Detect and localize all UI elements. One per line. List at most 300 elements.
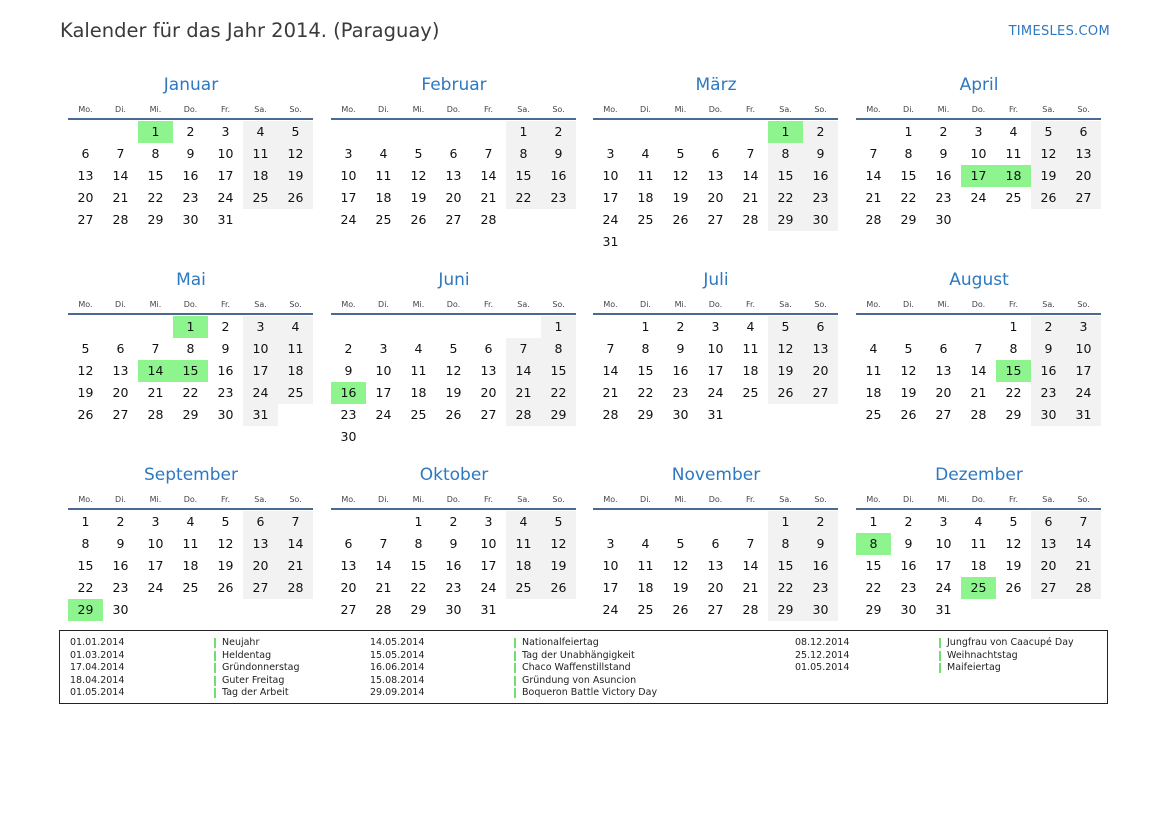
day-cell[interactable]: 22	[506, 187, 541, 209]
day-cell[interactable]: 7	[151, 341, 160, 356]
day-cell[interactable]: 30	[803, 599, 838, 621]
day-cell[interactable]: 18	[637, 580, 654, 595]
day-cell[interactable]: 26	[77, 407, 94, 422]
day-cell[interactable]: 21	[602, 385, 619, 400]
day-cell[interactable]: 11	[637, 558, 654, 573]
day-cell[interactable]: 19	[672, 190, 689, 205]
day-cell[interactable]: 22	[182, 385, 199, 400]
day-cell[interactable]: 28	[1066, 577, 1101, 599]
day-cell[interactable]: 7	[484, 146, 493, 161]
day-cell[interactable]: 19	[1005, 558, 1022, 573]
day-cell[interactable]: 17	[1066, 360, 1101, 382]
holiday-day-cell[interactable]: 16	[331, 382, 366, 404]
holiday-day-cell[interactable]: 29	[68, 599, 103, 621]
day-cell[interactable]: 7	[379, 536, 388, 551]
day-cell[interactable]: 2	[116, 514, 125, 529]
day-cell[interactable]: 17	[147, 558, 164, 573]
day-cell[interactable]: 22	[768, 187, 803, 209]
day-cell[interactable]: 16	[803, 555, 838, 577]
day-cell[interactable]: 30	[112, 602, 129, 617]
day-cell[interactable]: 11	[375, 168, 392, 183]
day-cell[interactable]: 26	[217, 580, 234, 595]
day-cell[interactable]: 11	[865, 363, 882, 378]
day-cell[interactable]: 1	[506, 121, 541, 143]
day-cell[interactable]: 29	[182, 407, 199, 422]
day-cell[interactable]: 2	[939, 124, 948, 139]
day-cell[interactable]: 5	[278, 121, 313, 143]
day-cell[interactable]: 22	[768, 577, 803, 599]
day-cell[interactable]: 4	[974, 514, 983, 529]
day-cell[interactable]: 7	[869, 146, 878, 161]
day-cell[interactable]: 31	[602, 234, 619, 249]
day-cell[interactable]: 23	[541, 187, 576, 209]
day-cell[interactable]: 18	[637, 190, 654, 205]
day-cell[interactable]: 24	[147, 580, 164, 595]
day-cell[interactable]: 9	[904, 536, 913, 551]
day-cell[interactable]: 20	[1031, 555, 1066, 577]
day-cell[interactable]: 28	[278, 577, 313, 599]
day-cell[interactable]: 4	[1009, 124, 1018, 139]
day-cell[interactable]: 4	[641, 536, 650, 551]
day-cell[interactable]: 25	[637, 602, 654, 617]
day-cell[interactable]: 22	[410, 580, 427, 595]
day-cell[interactable]: 17	[340, 190, 357, 205]
day-cell[interactable]: 20	[1066, 165, 1101, 187]
day-cell[interactable]: 10	[935, 536, 952, 551]
day-cell[interactable]: 6	[803, 316, 838, 338]
day-cell[interactable]: 7	[746, 146, 755, 161]
day-cell[interactable]: 30	[340, 429, 357, 444]
day-cell[interactable]: 5	[1031, 121, 1066, 143]
day-cell[interactable]: 22	[900, 190, 917, 205]
day-cell[interactable]: 23	[900, 580, 917, 595]
day-cell[interactable]: 27	[480, 407, 497, 422]
day-cell[interactable]: 24	[1066, 382, 1101, 404]
day-cell[interactable]: 2	[803, 121, 838, 143]
day-cell[interactable]: 3	[221, 124, 230, 139]
day-cell[interactable]: 8	[768, 533, 803, 555]
day-cell[interactable]: 2	[676, 319, 685, 334]
day-cell[interactable]: 16	[1031, 360, 1066, 382]
day-cell[interactable]: 12	[217, 536, 234, 551]
day-cell[interactable]: 27	[707, 602, 724, 617]
day-cell[interactable]: 16	[672, 363, 689, 378]
day-cell[interactable]: 1	[904, 124, 913, 139]
day-cell[interactable]: 27	[707, 212, 724, 227]
day-cell[interactable]: 23	[182, 190, 199, 205]
day-cell[interactable]: 3	[711, 319, 720, 334]
holiday-day-cell[interactable]: 17	[961, 165, 996, 187]
day-cell[interactable]: 18	[865, 385, 882, 400]
day-cell[interactable]: 12	[445, 363, 462, 378]
day-cell[interactable]: 19	[410, 190, 427, 205]
day-cell[interactable]: 26	[1031, 187, 1066, 209]
day-cell[interactable]: 2	[449, 514, 458, 529]
day-cell[interactable]: 28	[480, 212, 497, 227]
day-cell[interactable]: 24	[602, 212, 619, 227]
day-cell[interactable]: 28	[742, 212, 759, 227]
day-cell[interactable]: 19	[768, 360, 803, 382]
day-cell[interactable]: 16	[803, 165, 838, 187]
day-cell[interactable]: 20	[243, 555, 278, 577]
day-cell[interactable]: 26	[672, 212, 689, 227]
day-cell[interactable]: 15	[900, 168, 917, 183]
day-cell[interactable]: 8	[768, 143, 803, 165]
day-cell[interactable]: 20	[803, 360, 838, 382]
day-cell[interactable]: 18	[182, 558, 199, 573]
day-cell[interactable]: 10	[340, 168, 357, 183]
day-cell[interactable]: 17	[602, 190, 619, 205]
day-cell[interactable]: 26	[768, 382, 803, 404]
day-cell[interactable]: 28	[865, 212, 882, 227]
brand-link[interactable]: TIMESLES.COM	[1008, 24, 1110, 39]
day-cell[interactable]: 29	[865, 602, 882, 617]
day-cell[interactable]: 27	[445, 212, 462, 227]
day-cell[interactable]: 28	[970, 407, 987, 422]
day-cell[interactable]: 30	[217, 407, 234, 422]
day-cell[interactable]: 6	[449, 146, 458, 161]
day-cell[interactable]: 3	[606, 536, 615, 551]
day-cell[interactable]: 15	[541, 360, 576, 382]
day-cell[interactable]: 20	[707, 580, 724, 595]
day-cell[interactable]: 20	[445, 190, 462, 205]
day-cell[interactable]: 31	[217, 212, 234, 227]
day-cell[interactable]: 3	[1066, 316, 1101, 338]
day-cell[interactable]: 4	[869, 341, 878, 356]
day-cell[interactable]: 3	[151, 514, 160, 529]
day-cell[interactable]: 11	[970, 536, 987, 551]
day-cell[interactable]: 8	[506, 143, 541, 165]
day-cell[interactable]: 3	[939, 514, 948, 529]
day-cell[interactable]: 27	[1066, 187, 1101, 209]
holiday-day-cell[interactable]: 25	[961, 577, 996, 599]
day-cell[interactable]: 24	[375, 407, 392, 422]
day-cell[interactable]: 11	[1005, 146, 1022, 161]
day-cell[interactable]: 10	[707, 341, 724, 356]
day-cell[interactable]: 10	[602, 168, 619, 183]
day-cell[interactable]: 29	[768, 599, 803, 621]
day-cell[interactable]: 25	[637, 212, 654, 227]
day-cell[interactable]: 6	[711, 146, 720, 161]
day-cell[interactable]: 29	[1005, 407, 1022, 422]
day-cell[interactable]: 15	[637, 363, 654, 378]
day-cell[interactable]: 22	[147, 190, 164, 205]
day-cell[interactable]: 31	[935, 602, 952, 617]
day-cell[interactable]: 11	[742, 341, 759, 356]
day-cell[interactable]: 24	[340, 212, 357, 227]
day-cell[interactable]: 7	[116, 146, 125, 161]
day-cell[interactable]: 17	[707, 363, 724, 378]
day-cell[interactable]: 10	[375, 363, 392, 378]
day-cell[interactable]: 13	[340, 558, 357, 573]
holiday-day-cell[interactable]: 14	[138, 360, 173, 382]
day-cell[interactable]: 1	[768, 511, 803, 533]
day-cell[interactable]: 10	[1066, 338, 1101, 360]
day-cell[interactable]: 10	[217, 146, 234, 161]
day-cell[interactable]: 3	[484, 514, 493, 529]
day-cell[interactable]: 28	[602, 407, 619, 422]
day-cell[interactable]: 4	[186, 514, 195, 529]
day-cell[interactable]: 26	[445, 407, 462, 422]
day-cell[interactable]: 23	[935, 190, 952, 205]
day-cell[interactable]: 9	[186, 146, 195, 161]
day-cell[interactable]: 9	[221, 341, 230, 356]
day-cell[interactable]: 21	[1066, 555, 1101, 577]
day-cell[interactable]: 20	[707, 190, 724, 205]
day-cell[interactable]: 3	[974, 124, 983, 139]
day-cell[interactable]: 6	[1031, 511, 1066, 533]
day-cell[interactable]: 26	[900, 407, 917, 422]
day-cell[interactable]: 16	[900, 558, 917, 573]
day-cell[interactable]: 26	[541, 577, 576, 599]
day-cell[interactable]: 14	[970, 363, 987, 378]
day-cell[interactable]: 8	[904, 146, 913, 161]
day-cell[interactable]: 5	[449, 341, 458, 356]
day-cell[interactable]: 6	[711, 536, 720, 551]
day-cell[interactable]: 2	[541, 121, 576, 143]
day-cell[interactable]: 9	[116, 536, 125, 551]
day-cell[interactable]: 7	[746, 536, 755, 551]
day-cell[interactable]: 6	[344, 536, 353, 551]
day-cell[interactable]: 25	[375, 212, 392, 227]
day-cell[interactable]: 7	[506, 338, 541, 360]
day-cell[interactable]: 16	[112, 558, 129, 573]
day-cell[interactable]: 6	[116, 341, 125, 356]
day-cell[interactable]: 28	[506, 404, 541, 426]
day-cell[interactable]: 27	[935, 407, 952, 422]
day-cell[interactable]: 20	[480, 385, 497, 400]
day-cell[interactable]: 7	[1066, 511, 1101, 533]
day-cell[interactable]: 26	[672, 602, 689, 617]
day-cell[interactable]: 11	[410, 363, 427, 378]
day-cell[interactable]: 8	[186, 341, 195, 356]
day-cell[interactable]: 23	[803, 577, 838, 599]
day-cell[interactable]: 3	[379, 341, 388, 356]
day-cell[interactable]: 21	[278, 555, 313, 577]
day-cell[interactable]: 30	[672, 407, 689, 422]
day-cell[interactable]: 20	[112, 385, 129, 400]
day-cell[interactable]: 4	[414, 341, 423, 356]
day-cell[interactable]: 11	[243, 143, 278, 165]
day-cell[interactable]: 10	[147, 536, 164, 551]
day-cell[interactable]: 8	[641, 341, 650, 356]
day-cell[interactable]: 15	[768, 165, 803, 187]
day-cell[interactable]: 16	[182, 168, 199, 183]
day-cell[interactable]: 18	[410, 385, 427, 400]
day-cell[interactable]: 13	[803, 338, 838, 360]
day-cell[interactable]: 27	[77, 212, 94, 227]
day-cell[interactable]: 2	[186, 124, 195, 139]
day-cell[interactable]: 13	[112, 363, 129, 378]
day-cell[interactable]: 8	[81, 536, 90, 551]
day-cell[interactable]: 25	[410, 407, 427, 422]
day-cell[interactable]: 21	[742, 580, 759, 595]
day-cell[interactable]: 25	[182, 580, 199, 595]
day-cell[interactable]: 20	[935, 385, 952, 400]
day-cell[interactable]: 16	[217, 363, 234, 378]
day-cell[interactable]: 8	[541, 338, 576, 360]
day-cell[interactable]: 12	[541, 533, 576, 555]
day-cell[interactable]: 28	[147, 407, 164, 422]
holiday-day-cell[interactable]: 1	[173, 316, 208, 338]
day-cell[interactable]: 19	[445, 385, 462, 400]
day-cell[interactable]: 22	[77, 580, 94, 595]
day-cell[interactable]: 5	[221, 514, 230, 529]
day-cell[interactable]: 15	[77, 558, 94, 573]
day-cell[interactable]: 12	[77, 363, 94, 378]
day-cell[interactable]: 21	[970, 385, 987, 400]
day-cell[interactable]: 22	[637, 385, 654, 400]
day-cell[interactable]: 17	[935, 558, 952, 573]
day-cell[interactable]: 23	[112, 580, 129, 595]
day-cell[interactable]: 4	[746, 319, 755, 334]
day-cell[interactable]: 30	[1031, 404, 1066, 426]
day-cell[interactable]: 2	[221, 319, 230, 334]
day-cell[interactable]: 13	[243, 533, 278, 555]
day-cell[interactable]: 4	[278, 316, 313, 338]
day-cell[interactable]: 31	[707, 407, 724, 422]
day-cell[interactable]: 4	[379, 146, 388, 161]
day-cell[interactable]: 12	[1005, 536, 1022, 551]
day-cell[interactable]: 5	[676, 536, 685, 551]
day-cell[interactable]: 27	[340, 602, 357, 617]
day-cell[interactable]: 9	[541, 143, 576, 165]
day-cell[interactable]: 24	[707, 385, 724, 400]
day-cell[interactable]: 30	[900, 602, 917, 617]
day-cell[interactable]: 14	[1066, 533, 1101, 555]
day-cell[interactable]: 27	[112, 407, 129, 422]
day-cell[interactable]: 12	[900, 363, 917, 378]
day-cell[interactable]: 12	[278, 143, 313, 165]
day-cell[interactable]: 24	[243, 382, 278, 404]
holiday-day-cell[interactable]: 18	[996, 165, 1031, 187]
day-cell[interactable]: 24	[935, 580, 952, 595]
day-cell[interactable]: 14	[602, 363, 619, 378]
day-cell[interactable]: 25	[1005, 190, 1022, 205]
day-cell[interactable]: 29	[637, 407, 654, 422]
holiday-day-cell[interactable]: 8	[856, 533, 891, 555]
day-cell[interactable]: 21	[480, 190, 497, 205]
day-cell[interactable]: 7	[606, 341, 615, 356]
day-cell[interactable]: 16	[445, 558, 462, 573]
day-cell[interactable]: 14	[278, 533, 313, 555]
day-cell[interactable]: 12	[672, 168, 689, 183]
day-cell[interactable]: 11	[278, 338, 313, 360]
day-cell[interactable]: 2	[803, 511, 838, 533]
day-cell[interactable]: 5	[904, 341, 913, 356]
day-cell[interactable]: 14	[742, 168, 759, 183]
day-cell[interactable]: 14	[375, 558, 392, 573]
day-cell[interactable]: 15	[768, 555, 803, 577]
day-cell[interactable]: 1	[414, 514, 423, 529]
day-cell[interactable]: 5	[81, 341, 90, 356]
day-cell[interactable]: 3	[606, 146, 615, 161]
day-cell[interactable]: 17	[602, 580, 619, 595]
day-cell[interactable]: 22	[541, 382, 576, 404]
day-cell[interactable]: 18	[742, 363, 759, 378]
day-cell[interactable]: 12	[410, 168, 427, 183]
day-cell[interactable]: 17	[243, 360, 278, 382]
day-cell[interactable]: 16	[541, 165, 576, 187]
day-cell[interactable]: 24	[480, 580, 497, 595]
day-cell[interactable]: 25	[742, 385, 759, 400]
day-cell[interactable]: 25	[506, 577, 541, 599]
day-cell[interactable]: 14	[506, 360, 541, 382]
day-cell[interactable]: 26	[1005, 580, 1022, 595]
day-cell[interactable]: 19	[278, 165, 313, 187]
day-cell[interactable]: 19	[217, 558, 234, 573]
holiday-day-cell[interactable]: 15	[173, 360, 208, 382]
day-cell[interactable]: 9	[803, 143, 838, 165]
day-cell[interactable]: 28	[375, 602, 392, 617]
day-cell[interactable]: 23	[1031, 382, 1066, 404]
day-cell[interactable]: 7	[974, 341, 983, 356]
day-cell[interactable]: 27	[243, 577, 278, 599]
day-cell[interactable]: 5	[676, 146, 685, 161]
day-cell[interactable]: 26	[410, 212, 427, 227]
day-cell[interactable]: 2	[904, 514, 913, 529]
day-cell[interactable]: 1	[1009, 319, 1018, 334]
day-cell[interactable]: 31	[480, 602, 497, 617]
day-cell[interactable]: 24	[602, 602, 619, 617]
day-cell[interactable]: 29	[410, 602, 427, 617]
day-cell[interactable]: 17	[217, 168, 234, 183]
day-cell[interactable]: 9	[449, 536, 458, 551]
day-cell[interactable]: 2	[344, 341, 353, 356]
day-cell[interactable]: 4	[641, 146, 650, 161]
day-cell[interactable]: 16	[935, 168, 952, 183]
day-cell[interactable]: 6	[939, 341, 948, 356]
day-cell[interactable]: 11	[182, 536, 199, 551]
day-cell[interactable]: 21	[375, 580, 392, 595]
day-cell[interactable]: 10	[970, 146, 987, 161]
day-cell[interactable]: 12	[672, 558, 689, 573]
day-cell[interactable]: 27	[1031, 577, 1066, 599]
day-cell[interactable]: 20	[340, 580, 357, 595]
holiday-day-cell[interactable]: 1	[768, 121, 803, 143]
day-cell[interactable]: 1	[641, 319, 650, 334]
day-cell[interactable]: 23	[340, 407, 357, 422]
day-cell[interactable]: 23	[217, 385, 234, 400]
day-cell[interactable]: 24	[970, 190, 987, 205]
day-cell[interactable]: 29	[900, 212, 917, 227]
day-cell[interactable]: 13	[77, 168, 94, 183]
day-cell[interactable]: 6	[81, 146, 90, 161]
day-cell[interactable]: 30	[803, 209, 838, 231]
day-cell[interactable]: 8	[414, 536, 423, 551]
day-cell[interactable]: 18	[970, 558, 987, 573]
holiday-day-cell[interactable]: 15	[996, 360, 1031, 382]
day-cell[interactable]: 14	[865, 168, 882, 183]
day-cell[interactable]: 7	[278, 511, 313, 533]
day-cell[interactable]: 5	[1009, 514, 1018, 529]
day-cell[interactable]: 31	[1066, 404, 1101, 426]
day-cell[interactable]: 22	[865, 580, 882, 595]
day-cell[interactable]: 17	[480, 558, 497, 573]
day-cell[interactable]: 19	[541, 555, 576, 577]
day-cell[interactable]: 18	[243, 165, 278, 187]
day-cell[interactable]: 13	[707, 558, 724, 573]
day-cell[interactable]: 30	[182, 212, 199, 227]
day-cell[interactable]: 15	[410, 558, 427, 573]
day-cell[interactable]: 29	[147, 212, 164, 227]
day-cell[interactable]: 15	[865, 558, 882, 573]
day-cell[interactable]: 13	[480, 363, 497, 378]
day-cell[interactable]: 4	[506, 511, 541, 533]
day-cell[interactable]: 19	[77, 385, 94, 400]
day-cell[interactable]: 25	[865, 407, 882, 422]
day-cell[interactable]: 13	[445, 168, 462, 183]
